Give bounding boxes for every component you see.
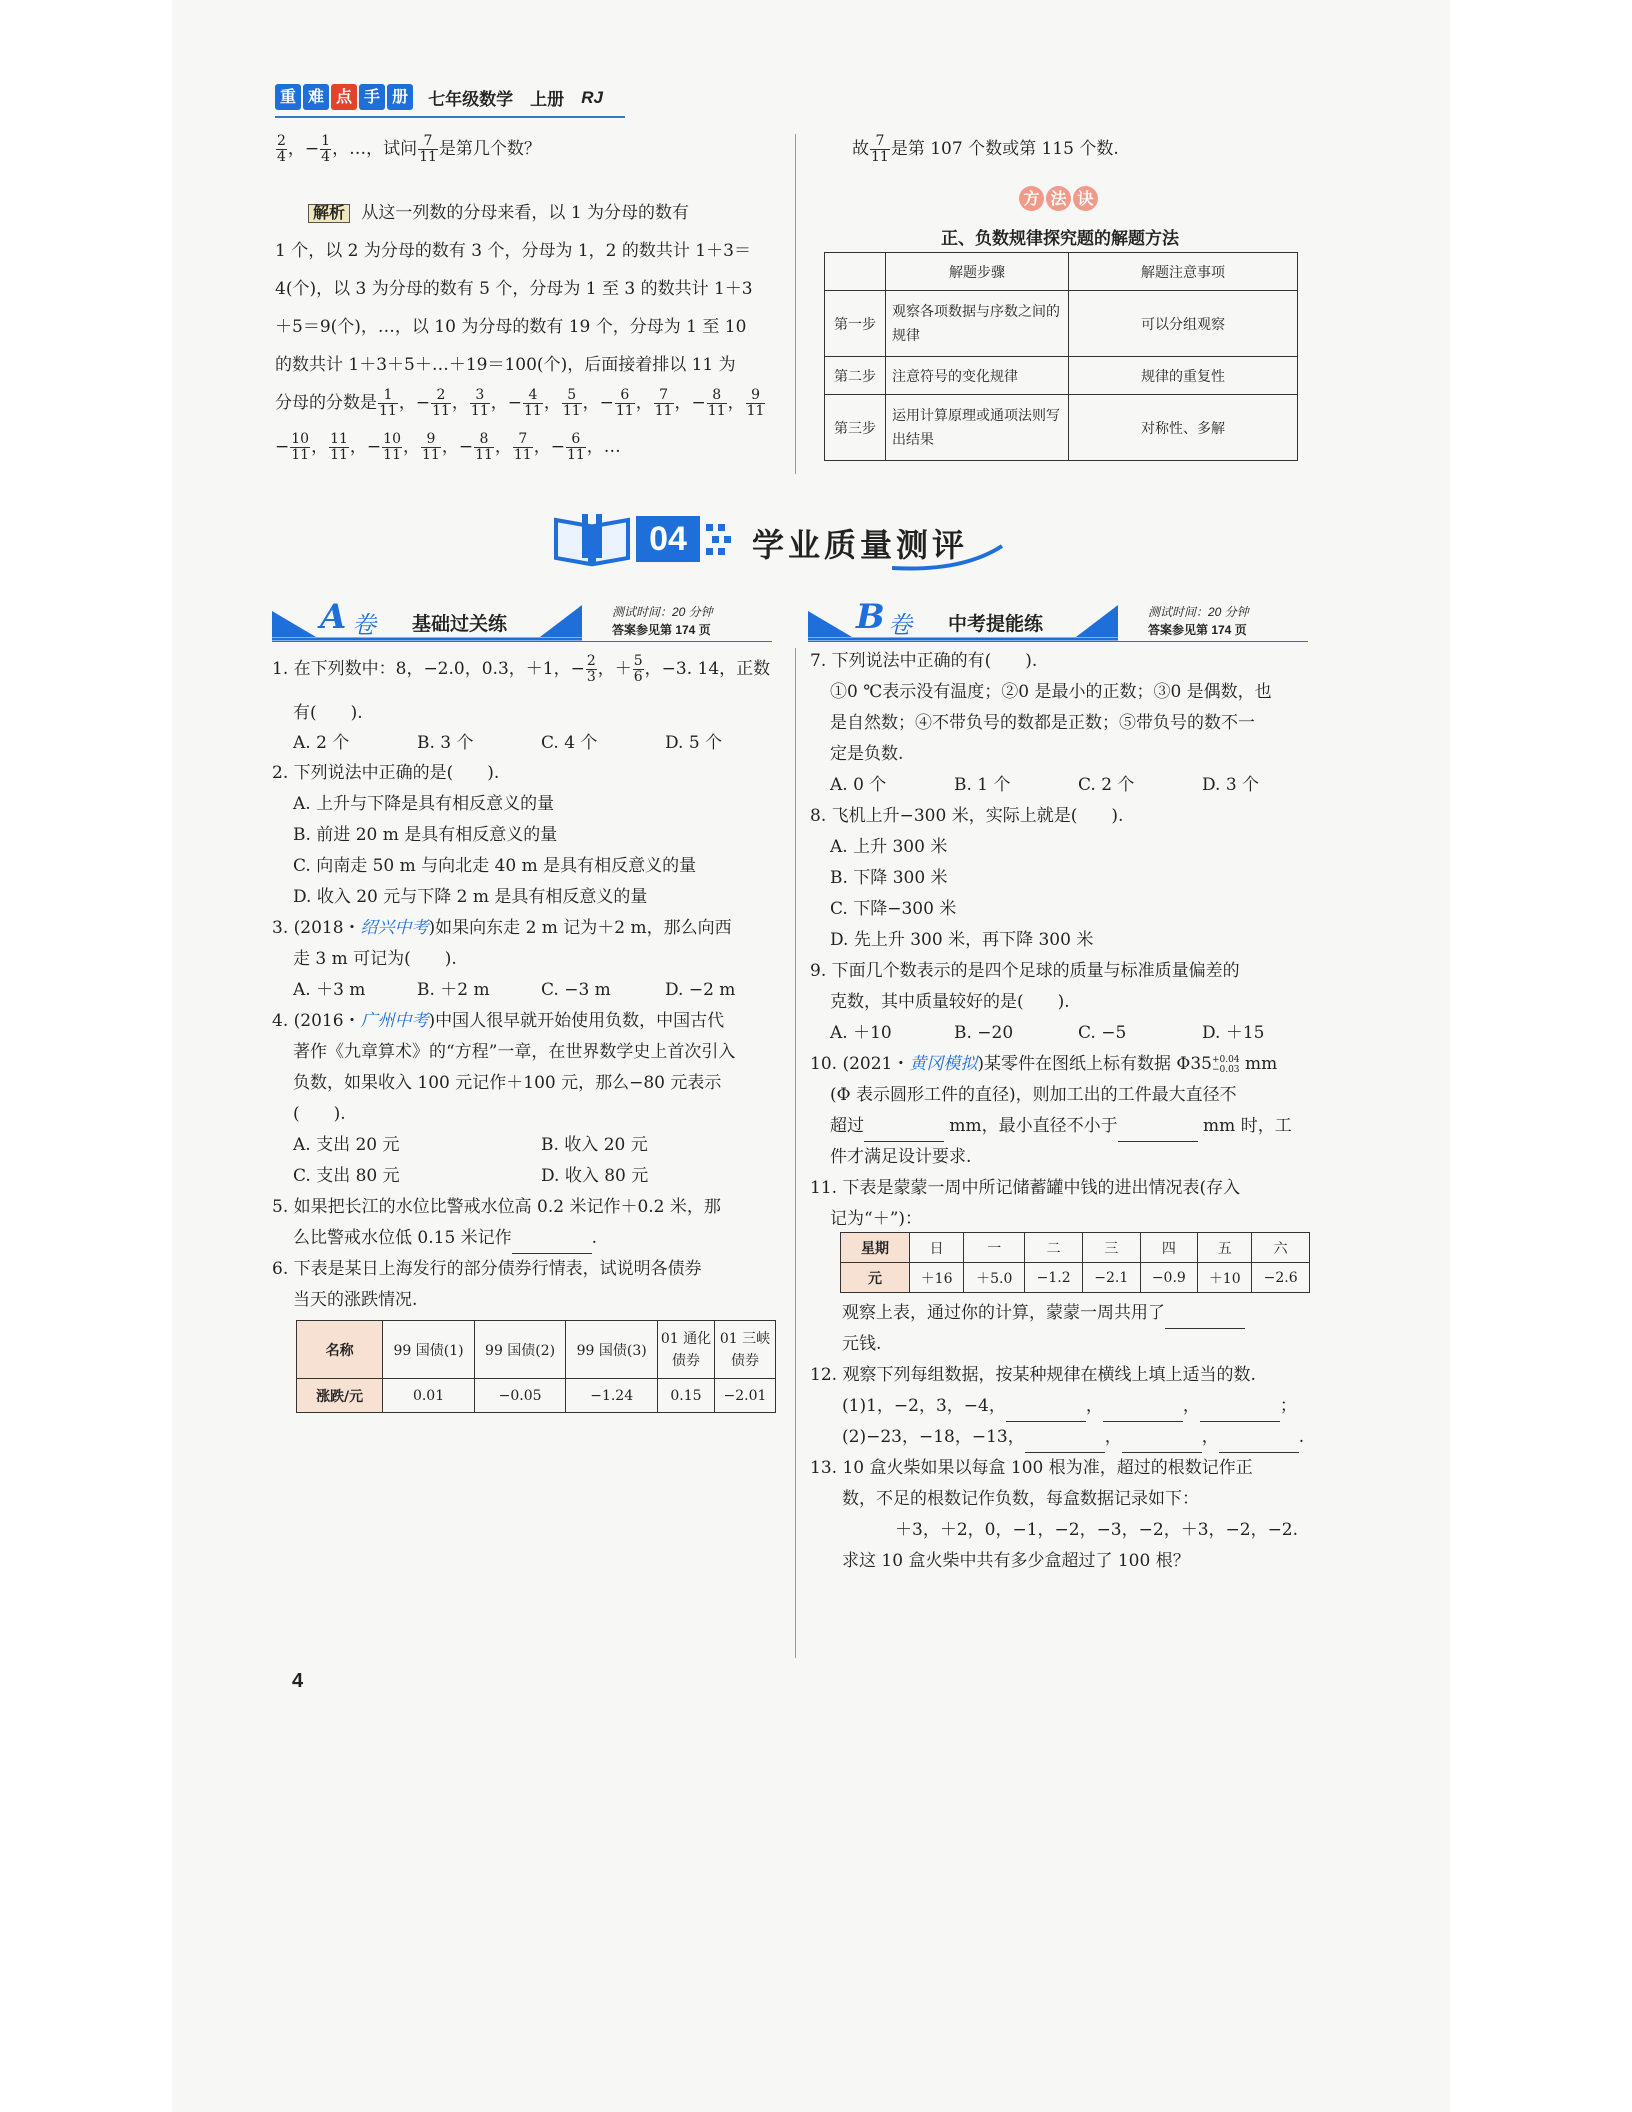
answer-blank[interactable] [1103, 1403, 1183, 1422]
option[interactable]: B. 3 个 [417, 733, 474, 753]
analysis-fraction-row: − $\frac{10}{11}$ ， $\frac{11}{11}$ ，− $\frac{10}{11}$ ， $\frac{9}{11}$ ，− $\frac{8}{11}$ ， $\frac{7}{11}$ ，− $\frac{6}{11}$ ，… [275, 431, 621, 463]
option[interactable]: A. 2 个 [293, 733, 350, 753]
page-header [275, 84, 603, 114]
paper-b-letter: B [856, 597, 885, 637]
table-cell: −2.1 [1082, 1263, 1140, 1293]
option[interactable]: D. 先上升 300 米，再下降 300 米 [830, 930, 1094, 950]
option[interactable]: A. ＋3 m [293, 980, 366, 1000]
question-13: 13. 10 盒火柴如果以每盒 100 根为准，超过的根数记作正 [810, 1458, 1253, 1478]
paper-a-letter: A [320, 597, 347, 637]
brand-char: 手 [359, 84, 385, 110]
option[interactable]: A. 上升 300 米 [830, 837, 948, 857]
option[interactable]: A. ＋10 [830, 1023, 892, 1043]
fraction: $\frac{2}{3}$ [586, 653, 596, 685]
question-4: 4. (2016・广州中考)中国人很早就开始使用负数，中国古代 [272, 1011, 725, 1031]
option[interactable]: D. 5 个 [665, 733, 723, 753]
paper-a-time: 测试时间：20 分钟 [612, 605, 713, 619]
paper-b-header [808, 597, 1308, 643]
answer-blank[interactable] [512, 1235, 592, 1254]
book-title: 七年级数学 上册 [428, 90, 565, 109]
analysis-line: 的数共计 1＋3＋5＋…＋19＝100(个)，后面接着排以 11 为 [275, 355, 736, 375]
option[interactable]: C. 4 个 [541, 733, 598, 753]
table-cell: −0.05 [474, 1379, 566, 1413]
question-13-data: ＋3，＋2，0，−1，−2，−3，−2，＋3，−2，−2. [895, 1520, 1299, 1540]
table-header: 99 国债(1) [383, 1321, 475, 1379]
paper-a-juan: 卷 [352, 611, 376, 639]
question-13-line: 数，不足的根数记作负数，每盒数据记录如下： [842, 1489, 1199, 1509]
table-header: 三 [1082, 1233, 1140, 1263]
option[interactable]: C. −3 m [541, 980, 611, 1000]
table-cell: −2.01 [715, 1379, 776, 1413]
option[interactable]: C. 支出 80 元 [293, 1166, 400, 1186]
column-divider [795, 648, 796, 1658]
question-10-line: 件才满足设计要求. [830, 1147, 972, 1167]
bond-table [296, 1320, 776, 1413]
option[interactable]: D. 收入 20 元与下降 2 m 是具有相反意义的量 [293, 887, 648, 907]
question-11-line: 观察上表，通过你的计算，蒙蒙一周共用了 [842, 1298, 1245, 1329]
section-title: 学业质量测评 [752, 527, 969, 563]
table-header: 日 [910, 1233, 964, 1263]
table-header: 01 通化债券 [657, 1321, 714, 1379]
paper-a-name: 基础过关练 [412, 614, 508, 635]
answer-blank[interactable] [1118, 1123, 1198, 1142]
analysis-line: 4(个)，以 3 为分母的数有 5 个，分母为 1 至 3 的数共计 1＋3 [275, 279, 753, 299]
question-7-options [830, 770, 1326, 801]
question-12: 12. 观察下列每组数据，按某种规律在横线上填上适当的数. [810, 1365, 1256, 1385]
fraction: $\frac{5}{6}$ [633, 653, 643, 685]
fraction: $\frac{7}{11}$ [654, 387, 673, 419]
question-11-line: 记为“＋”)： [830, 1209, 923, 1229]
paper-a-header [272, 597, 772, 643]
table-header: 名称 [297, 1321, 383, 1379]
fraction: $\frac{8}{11}$ [707, 387, 726, 419]
option[interactable]: C. 向南走 50 m 与向北走 40 m 是具有相反意义的量 [293, 856, 697, 876]
paper-b-answer: 答案参见第 174 页 [1148, 623, 1247, 637]
option[interactable]: D. 3 个 [1202, 775, 1260, 795]
question-9-options [830, 1018, 1326, 1049]
question-2: 2. 下列说法中正确的是( ). [272, 763, 500, 783]
table-cell: ＋16 [910, 1263, 964, 1293]
table-cell: ＋5.0 [964, 1263, 1025, 1293]
table-cell: ＋10 [1198, 1263, 1252, 1293]
option[interactable]: B. 1 个 [954, 775, 1011, 795]
dots-icon [704, 522, 734, 562]
option[interactable]: D. −2 m [665, 980, 736, 1000]
fraction: $\frac{7}{11}$ [871, 133, 889, 165]
answer-blank[interactable] [1219, 1434, 1299, 1453]
analysis-line: 1 个，以 2 为分母的数有 3 个，分母为 1，2 的数共计 1＋3＝ [275, 241, 751, 261]
analysis-fraction-row: 分母的分数是 $\frac{1}{11}$ ，− $\frac{2}{11}$ ， $\frac{3}{11}$ ，− $\frac{4}{11}$ ， $\frac{5}{11}$ ，− $\frac{6}{11}$ ， $\frac{7}{11}$ ，− $\frac{8}{11}$ ， $\frac{9}{11}$ [275, 387, 765, 419]
table-header: 二 [1025, 1233, 1083, 1263]
question-6-line: 当天的涨跌情况. [293, 1290, 418, 1310]
brand-char: 册 [387, 84, 413, 110]
fraction: $\frac{3}{11}$ [470, 387, 489, 419]
method-table: 解题步骤 解题注意事项 第一步 观察各项数据与序数之间的规律 可以分组观察 第二步 注意符号的变化规律 规律的重复性 第三步 运用计算原理或通项法则写出结果 对称性、多解 [824, 252, 1298, 461]
table-header: 五 [1198, 1233, 1252, 1263]
question-10: 10. (2021・黄冈模拟)某零件在图纸上标有数据 Φ35 +0.04 −0.03 mm [810, 1054, 1278, 1075]
option[interactable]: B. ＋2 m [417, 980, 490, 1000]
question-13-line: 求这 10 盒火柴中共有多少盒超过了 100 根？ [842, 1551, 1190, 1571]
question-7-line: 是自然数；④不带负号的数都是正数；⑤带负号的数不一 [830, 713, 1255, 733]
table-header: 解题注意事项 [1069, 253, 1298, 291]
savings-table [840, 1232, 1310, 1293]
question-5: 5. 如果把长江的水位比警戒水位高 0.2 米记作＋0.2 米，那 [272, 1197, 721, 1217]
table-header: 解题步骤 [886, 253, 1069, 291]
question-3-line: 走 3 m 可记为( ). [293, 949, 457, 969]
question-1: 1. 在下列数中：8，−2.0，0.3，＋1，− $\frac{2}{3}$ ，＋ $\frac{5}{6}$ ，−3. 14，正数 [272, 653, 771, 685]
option[interactable]: D. ＋15 [1202, 1023, 1265, 1043]
table-header: 01 三峡债券 [715, 1321, 776, 1379]
question-7-line: 定是负数. [830, 744, 904, 764]
option[interactable]: B. −20 [954, 1023, 1014, 1043]
question-4-options [293, 1130, 789, 1161]
fraction: $\frac{1}{4}$ [321, 133, 331, 165]
section-number: 04 [636, 516, 700, 562]
fraction: $\frac{11}{11}$ [330, 431, 348, 463]
question-11: 11. 下表是蒙蒙一周中所记储蓄罐中钱的进出情况表(存入 [810, 1178, 1241, 1198]
question-8: 8. 飞机上升−300 米，实际上就是( ). [810, 806, 1124, 826]
fraction: $\frac{9}{11}$ [421, 431, 440, 463]
analysis-tag: 解析 [308, 204, 350, 223]
fraction: $\frac{6}{11}$ [566, 431, 585, 463]
table-cell: 0.01 [383, 1379, 475, 1413]
fraction: $\frac{9}{11}$ [746, 387, 765, 419]
answer-blank[interactable] [1200, 1403, 1280, 1422]
analysis-line: 解析 从这一列数的分母来看，以 1 为分母的数有 [308, 198, 689, 229]
table-header: 一 [964, 1233, 1025, 1263]
question-4-options [293, 1161, 789, 1192]
question-4-line: 负数，如果收入 100 元记作＋100 元，那么−80 元表示 [293, 1073, 722, 1093]
question-4-line: 著作《九章算术》的“方程”一章，在世界数学史上首次引入 [293, 1042, 736, 1062]
question-12-line: (2)−23，−18，−13， ， ， . [842, 1422, 1304, 1453]
fraction: $\frac{2}{11}$ [432, 387, 450, 419]
question-7: 7. 下列说法中正确的有( ). [810, 651, 1038, 671]
fraction: $\frac{5}{11}$ [562, 387, 581, 419]
fraction: $\frac{4}{11}$ [523, 387, 542, 419]
table-header: 四 [1140, 1233, 1198, 1263]
option[interactable]: C. 下降−300 米 [830, 899, 957, 919]
table-header: 六 [1252, 1233, 1310, 1263]
brand-char: 难 [303, 84, 329, 110]
option[interactable]: A. 上升与下降是具有相反意义的量 [293, 794, 555, 814]
question-1-options [293, 728, 789, 759]
fraction: $\frac{1}{11}$ [379, 387, 397, 419]
option[interactable]: C. 2 个 [1078, 775, 1135, 795]
question-3: 3. (2018・绍兴中考)如果向东走 2 m 记为＋2 m，那么向西 [272, 918, 732, 938]
table-cell: −1.2 [1025, 1263, 1083, 1293]
table-cell: 0.15 [657, 1379, 714, 1413]
question-3-options [293, 975, 789, 1006]
edition-label: RJ [581, 87, 603, 107]
option[interactable]: B. 下降 300 米 [830, 868, 948, 888]
paper-a-answer: 答案参见第 174 页 [612, 623, 711, 637]
question-5-line: 么比警戒水位低 0.15 米记作 . [293, 1223, 597, 1254]
method-badge: 方 法 诀 [1019, 186, 1100, 211]
question-9: 9. 下面几个数表示的是四个足球的质量与标准质量偏差的 [810, 961, 1240, 981]
option[interactable]: C. −5 [1078, 1023, 1127, 1043]
swoosh-decoration [892, 544, 1012, 574]
brand-char: 重 [275, 84, 301, 110]
fraction: $\frac{10}{11}$ [291, 431, 310, 463]
fraction: $\frac{2}{4}$ [277, 133, 286, 165]
fraction: $\frac{8}{11}$ [475, 431, 493, 463]
fraction: $\frac{7}{11}$ [513, 431, 532, 463]
question-10-line: 超过 mm，最小直径不小于 mm 时，工 [830, 1111, 1292, 1142]
answer-blank[interactable] [1165, 1310, 1245, 1329]
answer-blank[interactable] [1122, 1434, 1202, 1453]
question-1-line: 有( ). [293, 703, 363, 723]
fraction: $\frac{6}{11}$ [615, 387, 634, 419]
brand-char: 点 [331, 84, 357, 110]
table-cell: −1.24 [566, 1379, 658, 1413]
fraction: $\frac{7}{11}$ [419, 133, 437, 165]
option[interactable]: D. 收入 80 元 [541, 1166, 649, 1186]
paper-b-juan: 卷 [888, 611, 912, 639]
question-7-line: ①0 ℃表示没有温度；②0 是最小的正数；③0 是偶数，也 [830, 682, 1272, 702]
seq-question: $\frac{2}{4}$ ，− $\frac{1}{4}$ ，…，试问 $\frac{7}{11}$ 是第几个数？ [277, 133, 541, 165]
analysis-line: ＋5＝9(个)，…，以 10 为分母的数有 19 个，分母为 1 至 10 [275, 317, 747, 337]
answer-line: 故 $\frac{7}{11}$ 是第 107 个数或第 115 个数. [852, 133, 1119, 165]
open-book-icon [552, 510, 632, 568]
answer-blank[interactable] [864, 1123, 944, 1142]
paper-b-name: 中考提能练 [948, 614, 1044, 635]
question-9-line: 克数，其中质量较好的是( ). [830, 992, 1070, 1012]
option[interactable]: A. 支出 20 元 [293, 1135, 400, 1155]
method-table-title: 正、负数规律探究题的解题方法 [941, 229, 1179, 248]
header-rule [275, 116, 625, 118]
table-header: 99 国债(3) [566, 1321, 658, 1379]
table-row-label: 元 [841, 1263, 910, 1293]
option[interactable]: B. 收入 20 元 [541, 1135, 648, 1155]
question-4-line: ( ). [293, 1104, 346, 1124]
question-11-line: 元钱. [842, 1334, 882, 1354]
section-banner [552, 510, 1030, 568]
question-10-line: (Φ 表示圆形工件的直径)，则加工出的工件最大直径不 [830, 1085, 1237, 1105]
question-6: 6. 下表是某日上海发行的部分债券行情表，试说明各债券 [272, 1259, 702, 1279]
question-12-line: (1)1，−2，3，−4， ， ， ； [842, 1391, 1297, 1422]
table-cell: −2.6 [1252, 1263, 1310, 1293]
table-header: 99 国债(2) [474, 1321, 566, 1379]
table-header: 星期 [841, 1233, 910, 1263]
paper-b-time: 测试时间：20 分钟 [1148, 605, 1249, 619]
table-cell: −0.9 [1140, 1263, 1198, 1293]
option[interactable]: A. 0 个 [830, 775, 887, 795]
column-divider [795, 134, 796, 474]
fraction: $\frac{10}{11}$ [383, 431, 401, 463]
page-number: 4 [292, 1670, 304, 1692]
table-row-label: 涨跌/元 [297, 1379, 383, 1413]
answer-blank[interactable] [1025, 1434, 1105, 1453]
answer-blank[interactable] [1006, 1403, 1086, 1422]
option[interactable]: B. 前进 20 m 是具有相反意义的量 [293, 825, 558, 845]
